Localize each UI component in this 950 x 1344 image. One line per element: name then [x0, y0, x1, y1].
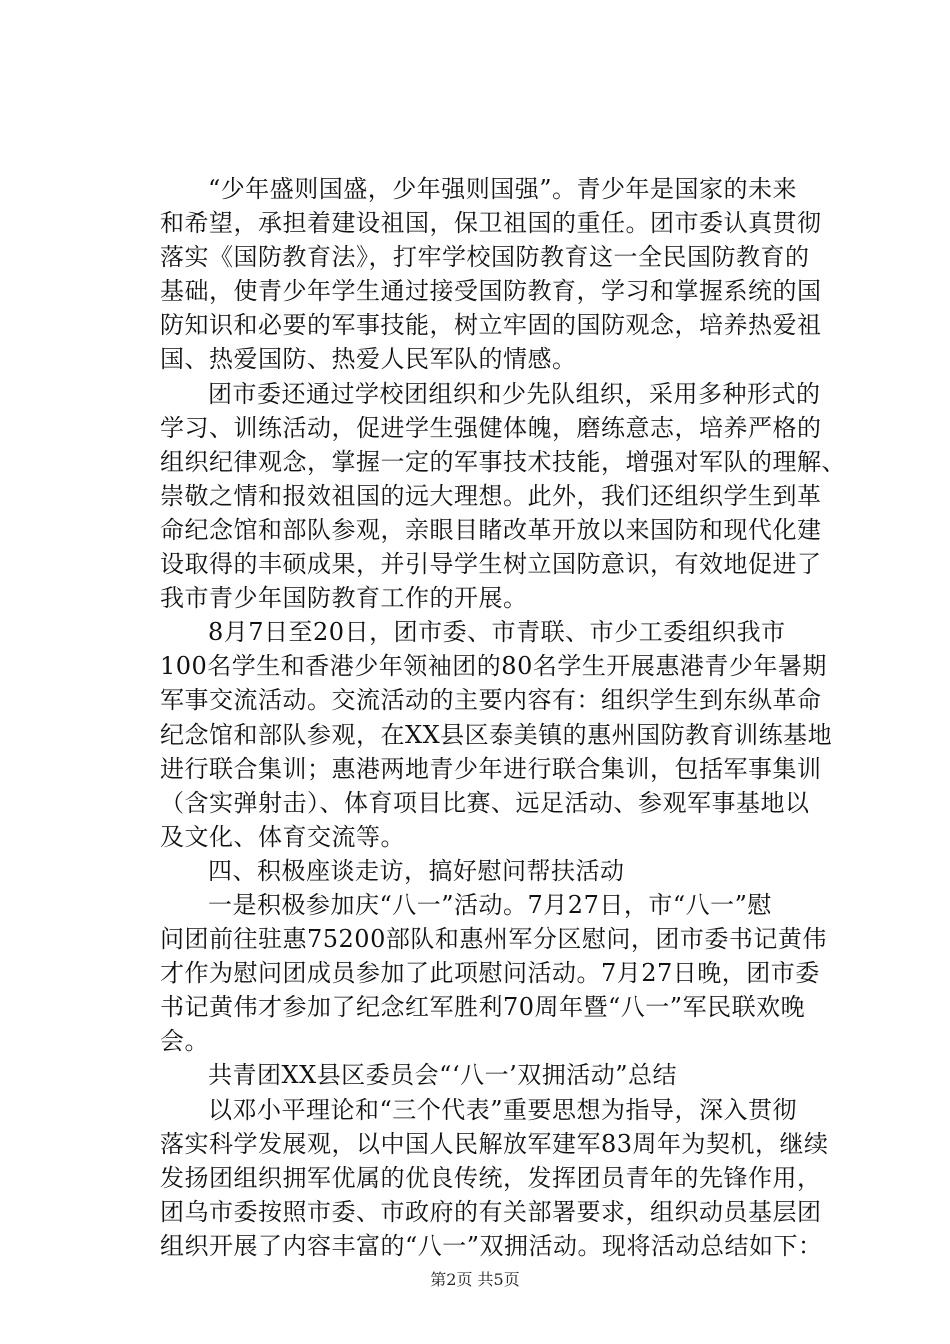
text-line: 我市青少年国防教育工作的开展。: [160, 584, 528, 613]
text-line: 国、热爱国防、热爱人民军队的情感。: [160, 345, 577, 374]
text-line: 落实科学发展观，以中国人民解放军建军83周年为契机，继续: [160, 1129, 829, 1158]
text-line: 命纪念馆和部队参观，亲眼目睹改革开放以来国防和现代化建: [160, 515, 822, 544]
text-line: 组织开展了内容丰富的“八一”双拥活动。现将活动总结如下：: [160, 1231, 823, 1260]
text-line: 书记黄伟才参加了纪念红军胜利70周年暨“八一”军民联欢晚: [160, 993, 806, 1022]
text-line: 问团前往驻惠75200部队和惠州军分区慰问，团市委书记黄伟: [160, 925, 827, 954]
text-line: 共青团XX县区委员会“‘八一’双拥活动”总结: [208, 1061, 677, 1090]
text-line: 100名学生和香港少年领袖团的80名学生开展惠港青少年暑期: [160, 652, 827, 681]
text-line: 及文化、体育交流等。: [160, 822, 405, 851]
text-line: 团乌市委按照市委、市政府的有关部署要求，组织动员基层团: [160, 1197, 822, 1226]
text-line: 纪念馆和部队参观，在XX县区泰美镇的惠州国防教育训练基地: [160, 720, 833, 749]
text-line: “少年盛则国盛，少年强则国强”。青少年是国家的未来: [208, 175, 798, 203]
document-body: [160, 172, 860, 1263]
text-line: 团市委还通过学校团组织和少先队组织，采用多种形式的: [208, 379, 821, 408]
text-line: 以邓小平理论和“三个代表”重要思想为指导，深入贯彻: [208, 1095, 798, 1124]
text-line: 基础，使青少年学生通过接受国防教育，学习和掌握系统的国: [160, 277, 822, 306]
text-line: 四、积极座谈走访，搞好慰问帮扶活动: [208, 856, 625, 885]
text-line: 落实《国防教育法》，打牢学校国防教育这一全民国防教育的: [160, 243, 810, 272]
text-line: 一是积极参加庆“八一”活动。7月27日，市“八一”慰: [208, 890, 772, 919]
text-line: 发扬团组织拥军优属的优良传统，发挥团员青年的先锋作用，: [160, 1163, 822, 1192]
text-line: 组织纪律观念，掌握一定的军事技术技能，增强对军队的理解、: [160, 447, 846, 476]
text-line: 防知识和必要的军事技能，树立牢固的国防观念，培养热爱祖: [160, 311, 822, 340]
text-line: 军事交流活动。交流活动的主要内容有：组织学生到东纵革命: [160, 686, 822, 715]
text-line: 才作为慰问团成员参加了此项慰问活动。7月27日晚，团市委: [160, 959, 820, 988]
page-footer: 第2页 共5页: [430, 1270, 520, 1289]
text-line: 崇敬之情和报效祖国的远大理想。此外，我们还组织学生到革: [160, 481, 822, 510]
text-line: 设取得的丰硕成果，并引导学生树立国防意识，有效地促进了: [160, 550, 822, 579]
text-line: 和希望，承担着建设祖国，保卫祖国的重任。团市委认真贯彻: [160, 209, 822, 238]
text-line: （含实弹射击）、体育项目比赛、远足活动、参观军事基地以: [160, 788, 810, 817]
text-line: 学习、训练活动，促进学生强健体魄，磨练意志，培养严格的: [160, 413, 822, 442]
text-line: 8月7日至20日，团市委、市青联、市少工委组织我市: [208, 618, 786, 647]
text-line: 会。: [160, 1027, 209, 1056]
text-line: 进行联合集训；惠港两地青少年进行联合集训，包括军事集训: [160, 754, 822, 783]
